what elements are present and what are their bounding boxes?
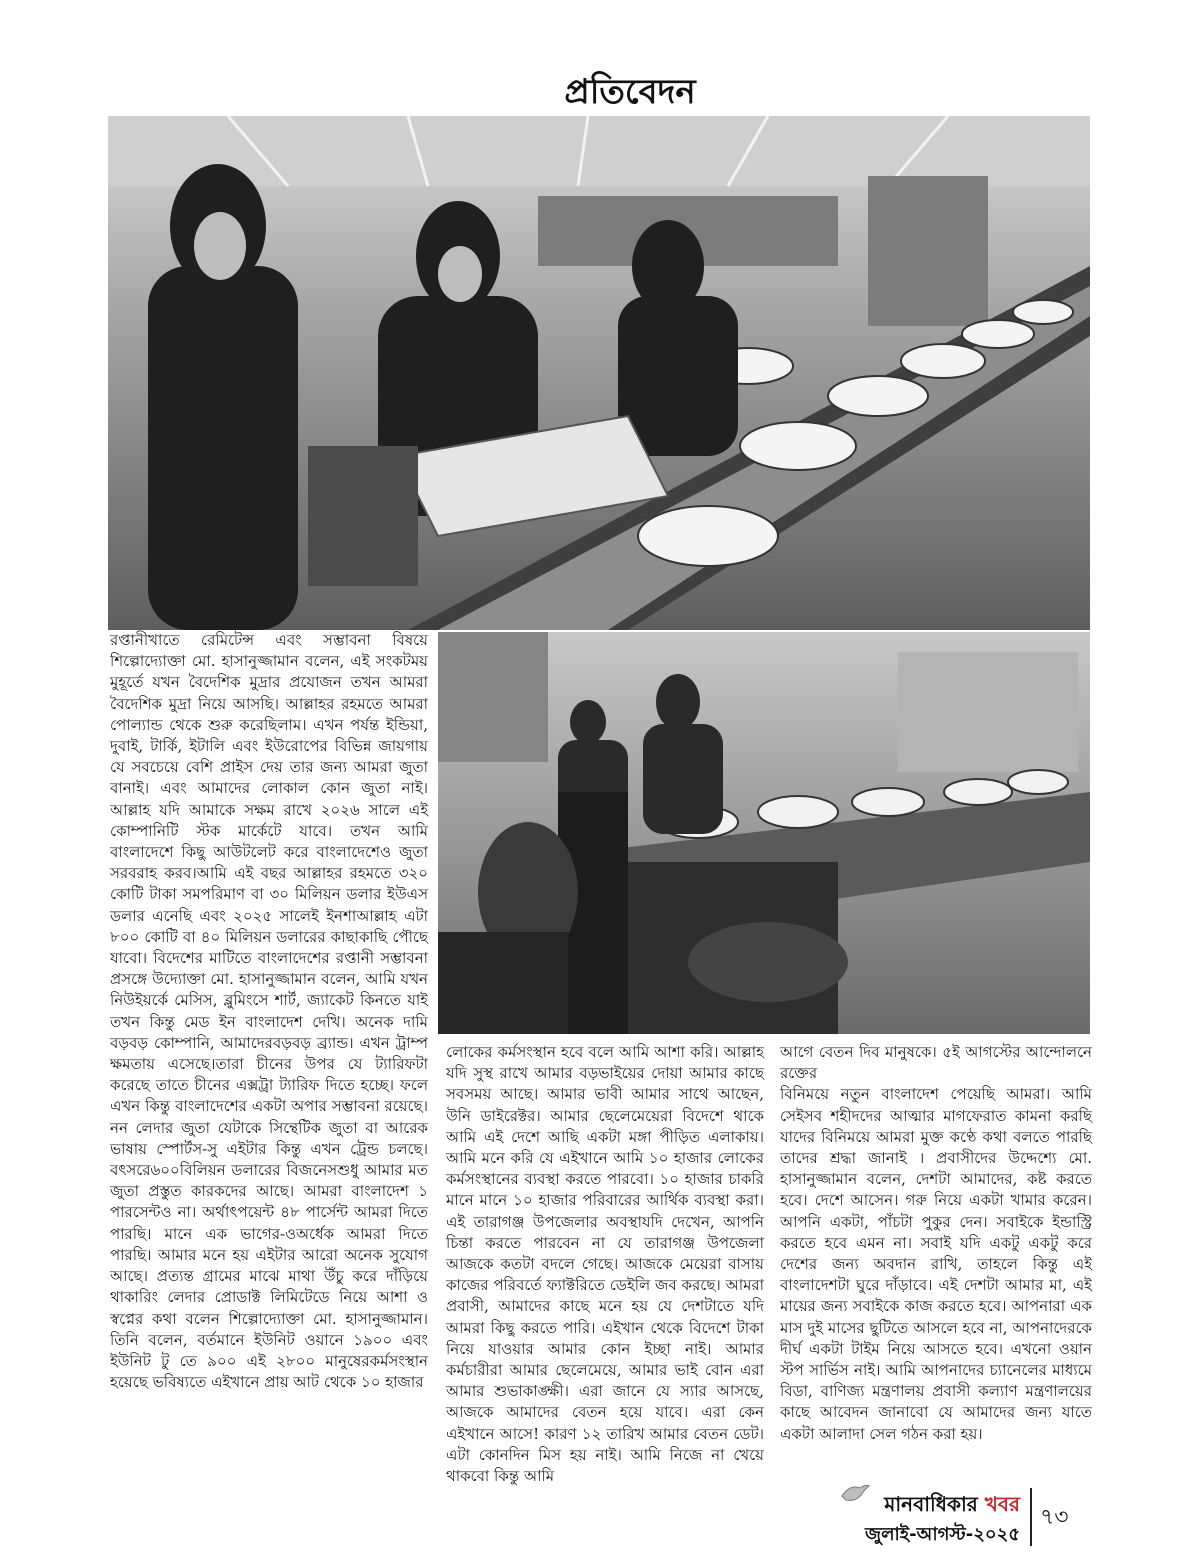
article-paragraph: লোকের কর্মসংস্থান হবে বলে আমি আশা করি। আল্লাহ যদি সুস্থ রাখে আমার বড়ভাইয়ের দোয়া আমার কাছে সবসময় আছে। আমার ভাবী আমার সাথে আছেন, উনি ডাইরেক্টর। আমার ছেলেমেয়েরা বিদেশে থাকে আমি এই দেশে আছি একটা মঙ্গা পীড়িত এলাকায়। আমি মনে করি যে এইখানে আমি ১০ হাজার লোকের কর্মসংস্থানের ব্যবস্থা করতে পারবো। ১০ হাজার চাকরি মানে মানে ১০ হাজার পরিবারের আর্থিক ব্যবস্থা করা। এই তারাগঞ্জ উপজেলার অবস্থাযদি দেখেন, আপনি চিন্তা করতে পারবেন না যে তারাগঞ্জ উপজেলা আজকে কতটা বদলে গেছে। আজকে মেয়েরা বাসায় কাজের পরিবর্তে ফ্যাক্টরিতে ডেইলি জব করছে। আমরা প্রবাসী, আমাদের কাছে মনে হয় যে দেশটাতে যদি আমরা কিছু করতে পারি। এইখান থেকে বিদেশে টাকা নিয়ে যাওয়ার আমার কোন ইচ্ছা নাই। আমার কর্মচারীরা আমার ছেলেমেয়ে, আমার ভাই বোন এরা আমার শুভাকাঙ্ক্ষী। এরা জানে যে স্যার আসছে, আজকে আমাদের বেতন হয়ে যাবে। এরা কেন এইখানে আসে! কারণ ১২ তারিখ আমার বেতন ডেট। এটা কোনদিন মিস হয় নাই। আমি নিজে না খেয়ে থাকবো কিন্তু আমি [446,1043,764,1486]
section-title: প্রতিবেদন [564,72,696,112]
article-paragraph: বিনিময়ে নতুন বাংলাদেশ পেয়েছি আমরা। আমি সেইসব শহীদদের আত্মার মাগফেরাত কামনা করছি যাদের বিনিময়ে আমরা মুক্ত কণ্ঠে কথা বলতে পারছি তাদের শ্রদ্ধা জানাই । প্রবাসীদের উদ্দেশ্যে মো. হাসানুজ্জামান বলেন, দেশটা আমাদের, কষ্ট করতে হবে। দেশে আসেন। গরু নিয়ে একটা খামার করেন। আপনি একটা, পাঁচটা পুকুর দেন। সবাইকে ইন্ডাস্ট্রি করতে হবে এমন না। সবাই যদি একটু একটু করে দেশের জন্য অবদান রাখি, তাহলে কিন্তু এই বাংলাদেশটা ঘুরে দাঁড়াবে। এই দেশটা আমার মা, এই মায়ের জন্য সবাইকে কাজ করতে হবে। আপনারা এক মাস দুই মাসের ছুটিতে আসলে হবে না, আপনাদেরকে দীর্ঘ একটা টাইম নিয়ে আসতে হবে। এখনো ওয়ান স্টপ সার্ভিস নাই। আমি আপনাদের চ্যানেলের মাধ্যমে বিডা, বাণিজ্য মন্ত্রণালয় প্রবাসী কল্যাণ মন্ত্রণালয়ের কাছে আবেদন জানাবো যে আমাদের জন্য যাতে একটা আলাদা সেল গঠন করা হয়। [780,1085,1092,1443]
article-column-1 [110,630,428,1450]
article-column-3 [780,1042,1092,1452]
page-number: ৭৩ [1040,1505,1069,1530]
issue-date: জুলাই-আগস্ট-২০২৫ [865,1524,1020,1545]
shoe-production-line-photo [438,632,1090,1034]
article-paragraph: আগে বেতন দিব মানুষকে। ৫ই আগস্টের আন্দোলনে রক্তের [780,1043,1092,1083]
factory-workers-photo [108,116,1090,630]
article-column-2 [446,1042,764,1486]
article-paragraph: রপ্তানীখাতে রেমিটেন্স এবং সম্ভাবনা বিষয়ে শিল্পোদ্যোক্তা মো. হাসানুজ্জামান বলেন, এই সংকটময় মুহূর্তে যখন বৈদেশিক মুদ্রার প্রযোজন তখন আমরা বৈদেশিক মুদ্রা নিয়ে আসছি। আল্লাহর রহমতে আমরা পোল্যান্ড থেকে শুরু করেছিলাম। এখন পর্যন্ত ইন্ডিয়া, দুবাই, টার্কি, ইটালি এবং ইউরোপের বিভিন্ন জায়গায় যে সবচেয়ে বেশি প্রাইস দেয় তার জন্য আমরা জুতা বানাই। এবং আমাদের লোকাল কোন জুতা নাই। আল্লাহ যদি আমাকে সক্ষম রাখে ২০২৬ সালে এই কোম্পানিটি স্টক মার্কেটে যাবে। তখন আমি বাংলাদেশে কিছু আউটলেট করে বাংলাদেশেও জুতা সরবরাহ করব।আমি এই বছর আল্লাহর রহমতে ৩২০ কোটি টাকা সমপরিমাণ বা ৩০ মিলিয়ন ডলার ইউএস ডলার এনেছি এবং ২০২৫ সালেই ইনশাআল্লাহ এটা ৮০০ কোটি বা ৪০ মিলিয়ন ডলারের কাছাকাছি পৌছে যাবো। বিদেশের মাটিতে বাংলাদেশের রপ্তানী সম্ভাবনা প্রসঙ্গে উদ্যোক্তা মো. হাসানুজ্জামান বলেন, আমি যখন নিউইয়র্কে মেসিস, ব্লুমিংসে শার্ট, জ্যাকেট কিনতে যাই তখন কিন্তু মেড ইন বাংলাদেশ দেখি। অনেক দামি বড়বড় কোম্পানি, আমাদেরবড়বড় ব্র্যান্ড। এখন ট্রাম্প ক্ষমতায় এসেছে।তারা চীনের উপর যে ট্যারিফটা করেছে তাতে চীনের এক্সট্রা ট্যারিফ দিতে হচ্ছে। ফলে এখন কিন্তু বাংলাদেশের একটা অপার সম্ভাবনা রয়েছে। নন লেদার জুতা যেটাকে সিন্থেটিক জুতা বা আরেক ভাষায় স্পোর্টস-সু এইটার কিন্তু এখন ট্রেন্ড চলছে। বৎসরে৬০০বিলিয়ন ডলারের বিজনেসশুধু আমার মত জুতা প্রস্তুত কারকদের আছে। আমরা বাংলাদেশ ১ পারসেন্টও না। অর্থাৎপয়েন্ট ৪৮ পার্সেন্ট আমরা দিতে পারছি। মানে এক ভাগের-ওঅর্ধেক আমরা দিতে পারছি। আমার মনে হয় এইটার আরো অনেক সুযোগ আছে। প্রত্যন্ত গ্রামের মাঝে মাথা উঁচু করে দাঁড়িয়ে থাকারিং লেদার প্রোডাক্ট লিমিটেডে নিয়ে আশা ও স্বপ্নের কথা বলেন শিল্পোদ্যোক্তা মো. হাসানুজ্জামান। তিনি বলেন, বর্তমানে ইউনিট ওয়ানে ১৯০০ এবং ইউনিট টু তে ৯০০ এই ২৮০০ মানুষেরকর্মসংস্থান হয়েছে ভবিষ্যতে এইখানে প্রায় আট থেকে ১০ হাজার [110,631,428,1392]
publication-name-accent: খবর [984,1492,1020,1516]
publication-logo [846,1490,1020,1523]
publication-name: মানবাধিকার [884,1492,978,1516]
footer-divider [1030,1488,1032,1546]
